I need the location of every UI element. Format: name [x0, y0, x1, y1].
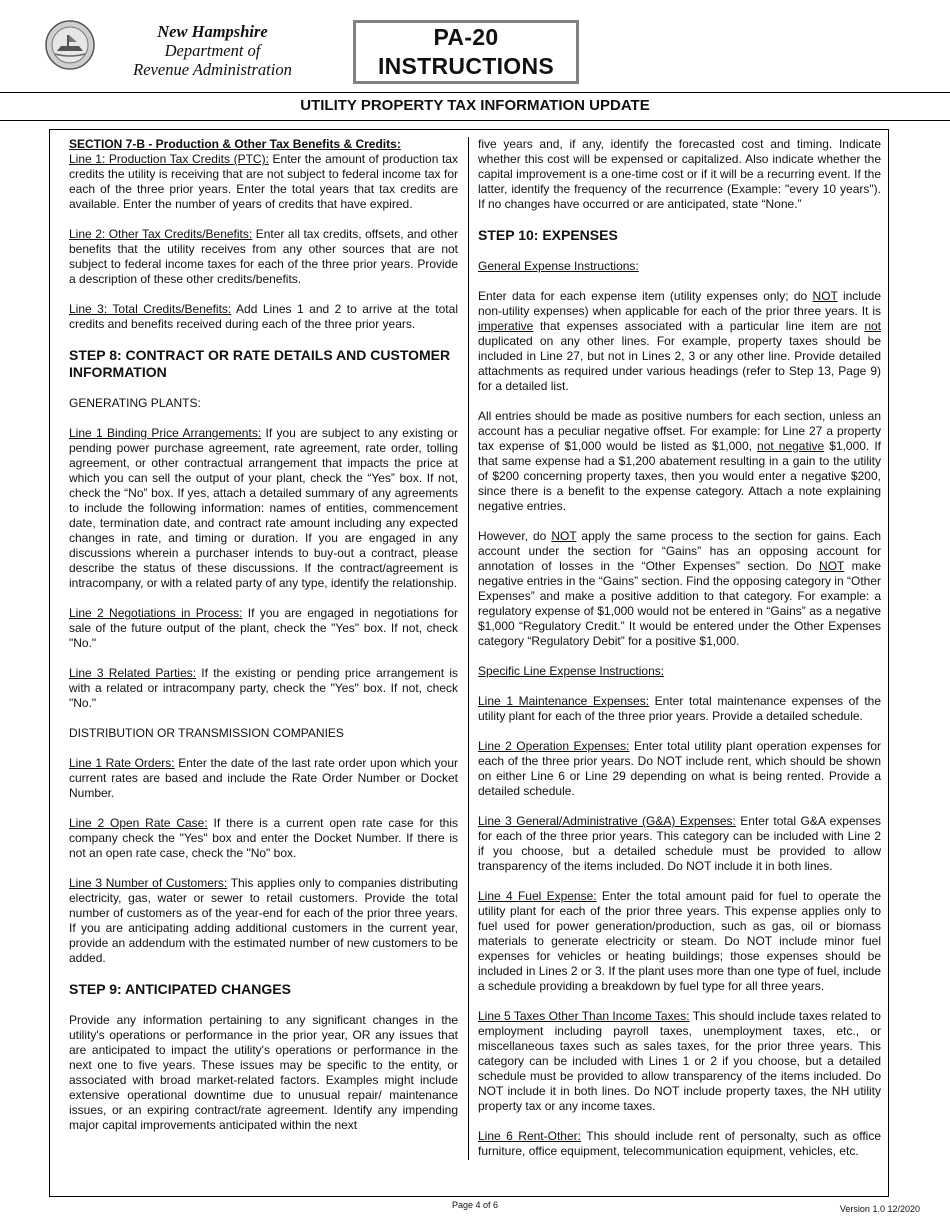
- ge1-not: NOT: [812, 289, 838, 303]
- right-column: [478, 137, 881, 1159]
- open-rate-case-paragraph: [69, 816, 458, 861]
- fuel-paragraph: [478, 889, 881, 994]
- ga-paragraph: [478, 814, 881, 874]
- header-rule-top: [0, 92, 950, 93]
- negotiations-label: Line 2 Negotiations in Process:: [69, 606, 243, 620]
- rate-orders-paragraph: [69, 756, 458, 801]
- page-title: UTILITY PROPERTY TAX INFORMATION UPDATE: [300, 97, 650, 114]
- taxes-other-paragraph: [478, 1009, 881, 1114]
- ge3-not: NOT: [551, 529, 577, 543]
- fuel-label: Line 4 Fuel Expense:: [478, 889, 597, 903]
- customers-paragraph: [69, 876, 458, 966]
- operation-paragraph: [478, 739, 881, 799]
- header-rule-bottom: [0, 120, 950, 121]
- step8-heading: STEP 8: CONTRACT OR RATE DETAILS AND CUSTOMER INFORMATION: [69, 347, 451, 380]
- agency-line-1: New Hampshire: [157, 22, 268, 41]
- form-id-box: [353, 20, 579, 84]
- ge3-text-b: apply the same process to the section for gains. Each account under the section for “Gains” has an opposing account for annotation of losses in the “Other Expenses” section. Do: [478, 529, 881, 573]
- ptc-label: Line 1: Production Tax Credits (PTC):: [69, 152, 269, 166]
- other-credits-text: Enter all tax credits, offsets, and other benefits that the utility receives from any other sources that are not subject to federal income taxes for each of the three prior years. Provide a description of these other credits/benefits.: [69, 227, 458, 286]
- negotiations-text: If you are engaged in negotiations for sale of the future output of the plant, check the "Yes" box. If not, check "No.": [69, 606, 458, 650]
- general-expense-paragraph-2: [478, 409, 881, 514]
- ga-text: Enter total G&A expenses for each of the three prior years. This category can be included with Line 2 if you choose, but a detailed schedule must be provided to allow transparency of the items included. Do NOT include it in both lines.: [478, 814, 882, 873]
- binding-price-text: If you are subject to any existing or pending power purchase agreement, rate agreement, rate order, tolling agreement, or other contractual arrangement that impacts the price at which you can sell the output of your plant, check the “Yes” box. If not, check the “No” box. If yes, attach a detailed summary of any agreements to include the following information: names of entities, commencement date, termination date, and contract rate amount including any expected changes in rate, and timing or duration. If you are engaged in any discussions wherein a purchaser intends to buy-out a contract, please describe the status of these discussions. If the contract/agreement is intracompany, or with a related party of any type, identify the relationship.: [69, 426, 459, 590]
- specific-expense-heading: Specific Line Expense Instructions:: [478, 664, 665, 678]
- general-expense-paragraph-1: [478, 289, 881, 394]
- maintenance-text: Enter total maintenance expenses of the utility plant for each of the three prior years. Provide a detailed schedule.: [478, 694, 882, 723]
- negotiations-paragraph: [69, 606, 458, 651]
- rent-other-label: Line 6 Rent-Other:: [478, 1129, 581, 1143]
- ge1-text-a: Enter data for each expense item (utility expenses only; do: [478, 289, 813, 303]
- ge3-text-c: make negative entries in the “Gains” section. Find the opposing category in “Other Expenses” and make a positive addition to that category. For example: a regulatory expense of $1,000 would not be entered in “Gains” as a negative $1,000 “Regulatory Credit.” It would be entered under the Other Expenses category “Regulatory Debit” for a positive $1,000.: [478, 559, 882, 648]
- distribution-heading: DISTRIBUTION OR TRANSMISSION COMPANIES: [69, 726, 344, 740]
- section-7b-heading: SECTION 7-B - Production & Other Tax Benefits & Credits:: [69, 137, 401, 151]
- total-credits-paragraph: [69, 302, 458, 332]
- fuel-text: Enter the total amount paid for fuel to operate the utility plant for each of the prior three years. This expense applies only to fuel used for power generation/production, such as gas, oil or biomass materials to generate electricity or steam. Do NOT include minor fuel expenses for vehicles or heating buildings; those expenses should be included in Lines 2 or 3. If the plant uses more than one type of fuel, include a schedule providing a breakdown by fuel type for all three years.: [478, 889, 881, 993]
- generating-plants-heading: GENERATING PLANTS:: [69, 396, 201, 410]
- form-number: PA-20: [433, 24, 499, 50]
- step9-paragraph: Provide any information pertaining to any significant changes in the utility's operations or performance in the prior year, OR any issues that are anticipated to impact the utility's operations or performance in the next one to five years. These issues may be specific to the entity, or associated with broad market-related factors. Examples might include extensive operational downtime due to unusual repair/ maintenance issues, or an expiring contract/rate agreement. Identify any impending major capital improvements anticipated within the next: [69, 1013, 458, 1132]
- operation-label: Line 2 Operation Expenses:: [478, 739, 630, 753]
- maintenance-label: Line 1 Maintenance Expenses:: [478, 694, 650, 708]
- ptc-text: Enter the amount of production tax credits the utility is receiving that are not subject to federal income tax for each of the three prior years. Enter the total years that tax credits are available. Enter the number of years of credits that have expired.: [69, 152, 458, 211]
- other-credits-paragraph: [69, 227, 458, 287]
- total-credits-text: Add Lines 1 and 2 to arrive at the total credits and benefits received during each of the three prior years.: [69, 302, 458, 331]
- maintenance-paragraph: [478, 694, 881, 724]
- left-column: [69, 137, 458, 1133]
- total-credits-label: Line 3: Total Credits/Benefits:: [69, 302, 232, 316]
- ge3-not-2: NOT: [819, 559, 845, 573]
- operation-text: Enter total utility plant operation expenses for each of the three prior years. Do NOT include rent, which should be shown on either Line 6 or Line 29 depending on what is being rented. Provide a detailed schedule.: [478, 739, 881, 798]
- rate-orders-label: Line 1 Rate Orders:: [69, 756, 175, 770]
- general-expense-paragraph-3: [478, 529, 881, 649]
- column-divider: [468, 137, 469, 1160]
- binding-price-label: Line 1 Binding Price Arrangements:: [69, 426, 262, 440]
- customers-text: This applies only to companies distributing electricity, gas, water or sewer to retail customers. Provide the total number of customers as of the year-end for each of the prior three years. If you are anticipating adding additional customers in the current year, provide an addendum with the estimated number of new customers to be added.: [69, 876, 458, 965]
- ge1-text-d: duplicated on any other lines. For example, property taxes should be included in Line 27, but not in Lines 2, 3 or any other line. Provide detailed attachments as required under various headings (refer to Step 13, Page 9) for a detailed list.: [478, 334, 881, 393]
- ga-label: Line 3 General/Administrative (G&A) Expenses:: [478, 814, 736, 828]
- taxes-other-label: Line 5 Taxes Other Than Income Taxes:: [478, 1009, 690, 1023]
- general-expense-heading: General Expense Instructions:: [478, 259, 639, 273]
- ge2-text-b: $1,000. If that same expense had a $1,200 abatement resulting in a gain to the utility of $200 concerning property taxes, then you would enter a negative $200, since there is a benefit to the expense category. Attach a note explaining negative entries.: [478, 439, 881, 513]
- open-rate-case-label: Line 2 Open Rate Case:: [69, 816, 208, 830]
- step9-continued-paragraph: five years and, if any, identify the forecasted cost and timing. Indicate whether this cost will be expensed or capitalized. Also indicate whether the capital improvement is a one-time cost or if it will be a recurring event. If the latter, identify the frequency of the recurrence (Example: "every 10 years"). If no changes have occurred or are anticipated, state “None.”: [478, 137, 881, 211]
- agency-line-3: Revenue Administration: [133, 60, 292, 79]
- step10-heading: STEP 10: EXPENSES: [478, 227, 618, 243]
- related-parties-label: Line 3 Related Parties:: [69, 666, 197, 680]
- related-parties-text: If the existing or pending price arrangement is with a related or intracompany party, check the "Yes" box. If not, check "No.": [69, 666, 458, 710]
- ptc-paragraph: [69, 152, 458, 212]
- step9-heading: STEP 9: ANTICIPATED CHANGES: [69, 981, 291, 997]
- agency-name: [110, 22, 315, 79]
- ge1-imperative: imperative: [478, 319, 534, 333]
- binding-price-paragraph: [69, 426, 458, 591]
- form-subtitle: INSTRUCTIONS: [377, 53, 555, 79]
- agency-line-2: Department of: [164, 41, 261, 60]
- rent-other-paragraph: [478, 1129, 881, 1159]
- ge3-text-a: However, do: [478, 529, 552, 543]
- rent-other-text: This should include rent of personalty, such as office furniture, office equipment, telecommunication equipment, vehicles, etc.: [478, 1129, 882, 1158]
- rate-orders-text: Enter the date of the last rate order upon which your current rates are based and include the Rate Order Number or Docket Number.: [69, 756, 459, 800]
- ge2-not-negative: not negative: [757, 439, 825, 453]
- version-label: Version 1.0 12/2020: [839, 1204, 920, 1214]
- open-rate-case-text: If there is a current open rate case for this company check the "Yes" box and enter the Docket Number. If there is not an open rate case, check the "No" box.: [69, 816, 459, 860]
- ge2-text-a: All entries should be made as positive numbers for each section, unless an account has a peculiar negative offset. For example: for Line 27 a property tax expense of $1,000 would be listed as $1,000,: [478, 409, 881, 453]
- taxes-other-text: This should include taxes related to employment including payroll taxes, unemployment taxes, etc., or miscellaneous taxes such as sales taxes, for the prior three years. This category can be included with Lines 1 or 2 if you choose, but a detailed schedule must be provided to allow transparency of the items included. Do NOT include it in both lines. Do NOT include property taxes, the NH utility property tax or any income taxes.: [478, 1009, 881, 1113]
- ge1-not-2: not: [864, 319, 881, 333]
- ge1-text-b: include non-utility expenses) when applicable for each of the prior three years. It is: [478, 289, 881, 318]
- state-seal-icon: [45, 20, 95, 70]
- other-credits-label: Line 2: Other Tax Credits/Benefits:: [69, 227, 253, 241]
- page-number: Page 4 of 6: [451, 1200, 499, 1210]
- ge1-text-c: that expenses associated with a particular line item are: [533, 319, 865, 333]
- customers-label: Line 3 Number of Customers:: [69, 876, 228, 890]
- related-parties-paragraph: [69, 666, 458, 711]
